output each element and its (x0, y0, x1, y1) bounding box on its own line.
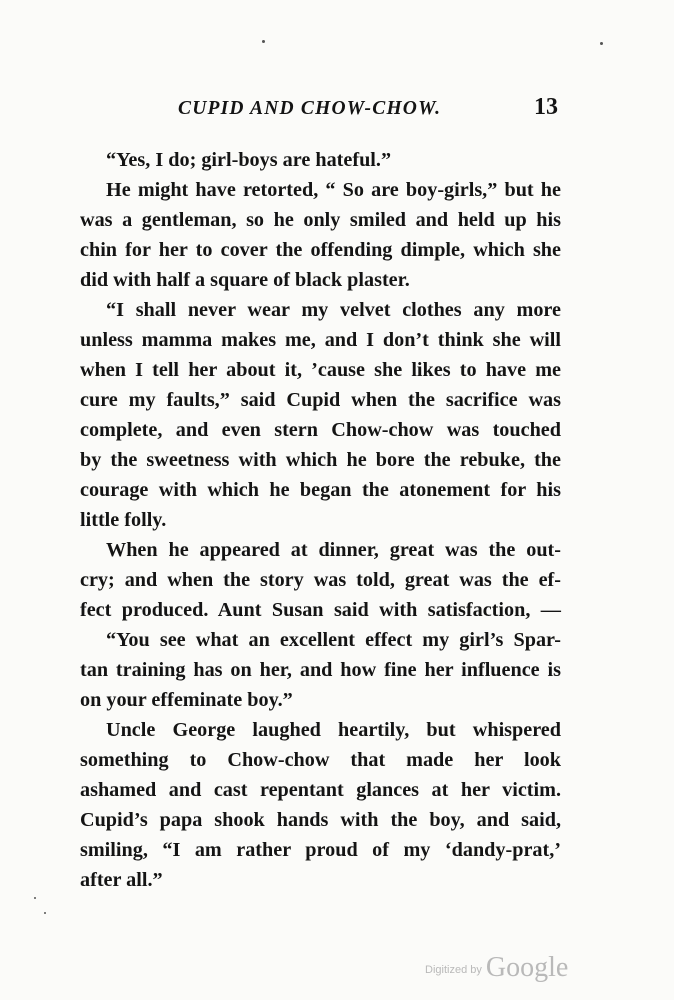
text-line: when I tell her about it, ’cause she likes to have me (80, 359, 561, 381)
text-line: ashamed and cast repentant glances at her victim. (80, 779, 561, 801)
watermark-brand: Google (485, 952, 569, 983)
text-line: cure my faults,” said Cupid when the sacrifice was (80, 389, 561, 411)
page-number: 13 (534, 94, 558, 120)
text-line: did with half a square of black plaster. (80, 269, 410, 291)
google-watermark (425, 952, 568, 984)
watermark-prefix: Digitized by (425, 964, 482, 976)
text-line: chin for her to cover the offending dimple, which she (80, 239, 561, 261)
text-line: by the sweetness with which he bore the rebuke, the (80, 449, 561, 471)
text-line: courage with which he began the atonement for his (80, 479, 561, 501)
scan-speck (34, 897, 36, 899)
running-title: CUPID AND CHOW-CHOW. (178, 98, 442, 119)
text-line: little folly. (80, 509, 167, 531)
text-line: When he appeared at dinner, great was the out- (106, 539, 561, 561)
text-line: “I shall never wear my velvet clothes any more (106, 299, 561, 321)
text-line: after all.” (80, 869, 163, 891)
text-line: unless mamma makes me, and I don’t think she will (80, 329, 561, 351)
text-line: tan training has on her, and how fine her influence is (80, 659, 561, 681)
body-text (80, 145, 561, 895)
text-line: He might have retorted, “ So are boy-girls,” but he (106, 179, 561, 201)
text-line: smiling, “I am rather proud of my ‘dandy-prat,’ (80, 839, 561, 861)
scan-speck (44, 912, 46, 914)
text-line: “Yes, I do; girl-boys are hateful.” (106, 149, 392, 171)
text-line: cry; and when the story was told, great was the ef- (80, 569, 561, 591)
page-header (178, 94, 570, 128)
text-line: “You see what an excellent effect my girl’s Spar- (106, 629, 561, 651)
text-line: fect produced. Aunt Susan said with satisfaction, — (80, 599, 561, 621)
text-line: Uncle George laughed heartily, but whispered (106, 719, 561, 741)
text-line: something to Chow-chow that made her look (80, 749, 561, 771)
text-line: Cupid’s papa shook hands with the boy, and said, (80, 809, 561, 831)
text-line: complete, and even stern Chow-chow was touched (80, 419, 561, 441)
text-line: on your effeminate boy.” (80, 689, 293, 711)
text-line: was a gentleman, so he only smiled and held up his (80, 209, 561, 231)
scan-speck (262, 40, 265, 43)
scan-speck (600, 42, 603, 45)
